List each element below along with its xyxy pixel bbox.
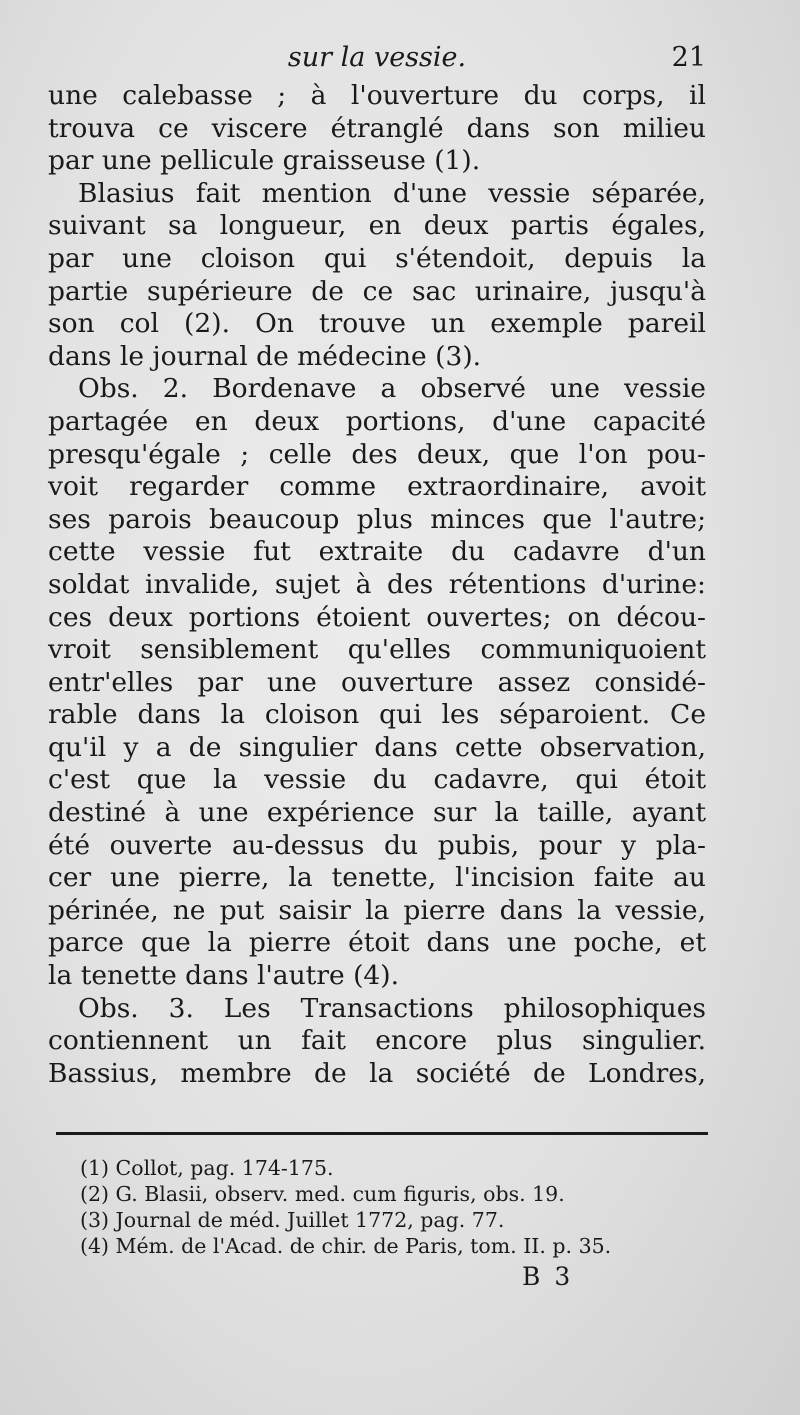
text-line: Blasius fait mention d'une vessie séparée, xyxy=(78,177,706,209)
text-line: la tenette dans l'autre (4). xyxy=(48,960,400,992)
text-line: presqu'égale ; celle des deux, que l'on pou- xyxy=(48,438,706,470)
text-line: Bassius, membre de la société de Londres, xyxy=(48,1057,706,1089)
text-line: entr'elles par une ouverture assez considé- xyxy=(48,666,706,698)
text-line: voit regarder comme extraordinaire, avoit xyxy=(48,471,706,503)
text-line: par une cloison qui s'étendoit, depuis la xyxy=(48,242,706,274)
signature-mark: B 3 xyxy=(522,1262,574,1291)
running-title: sur la vessie. xyxy=(287,42,467,73)
text-line: Obs. 3. Les Transactions philosophiques xyxy=(78,992,706,1024)
text-line: vroit sensiblement qu'elles communiquoient xyxy=(48,634,706,666)
text-line: contiennent un fait encore plus singulier. xyxy=(48,1025,706,1057)
text-line: partie supérieure de ce sac urinaire, jusqu'à xyxy=(48,275,706,307)
footnotes xyxy=(80,1155,720,1259)
footnote: (4) Mém. de l'Acad. de chir. de Paris, tom. II. p. 35. xyxy=(80,1234,612,1258)
footnote-rule xyxy=(56,1132,708,1135)
text-line: soldat invalide, sujet à des rétentions d'urine: xyxy=(48,568,706,600)
text-line: dans le journal de médecine (3). xyxy=(48,340,482,372)
text-line: parce que la pierre étoit dans une poche, et xyxy=(48,927,706,959)
text-line: trouva ce viscere étranglé dans son milieu xyxy=(48,112,706,144)
text-line: cette vessie fut extraite du cadavre d'un xyxy=(48,536,706,568)
text-line: cer une pierre, la tenette, l'incision faite au xyxy=(48,862,706,894)
text-line: c'est que la vessie du cadavre, qui étoit xyxy=(48,764,706,796)
text-line: Obs. 2. Bordenave a observé une vessie xyxy=(78,373,706,405)
running-head xyxy=(48,36,706,80)
text-line: par une pellicule graisseuse (1). xyxy=(48,145,481,177)
text-line: périnée, ne put saisir la pierre dans la vessie, xyxy=(48,894,706,926)
page-number: 21 xyxy=(671,42,706,73)
text-line: partagée en deux portions, d'une capacité xyxy=(48,405,706,437)
text-line: qu'il y a de singulier dans cette observation, xyxy=(48,731,706,763)
footnote: (1) Collot, pag. 174-175. xyxy=(80,1156,334,1180)
footnote: (3) Journal de méd. Juillet 1772, pag. 77. xyxy=(80,1208,505,1232)
text-line: ses parois beaucoup plus minces que l'autre; xyxy=(48,503,706,535)
text-line: rable dans la cloison qui les séparoient. Ce xyxy=(48,699,706,731)
body-text xyxy=(48,80,706,1090)
text-line: suivant sa longueur, en deux partis égales, xyxy=(48,210,706,242)
text-line: destiné à une expérience sur la taille, ayant xyxy=(48,797,706,829)
text-line: son col (2). On trouve un exemple pareil xyxy=(48,308,706,340)
text-line: ces deux portions étoient ouvertes; on décou- xyxy=(48,601,706,633)
text-line: été ouverte au-dessus du pubis, pour y pla- xyxy=(48,829,706,861)
text-line: une calebasse ; à l'ouverture du corps, il xyxy=(48,80,706,111)
footnote: (2) G. Blasii, observ. med. cum figuris, obs. 19. xyxy=(80,1182,565,1206)
